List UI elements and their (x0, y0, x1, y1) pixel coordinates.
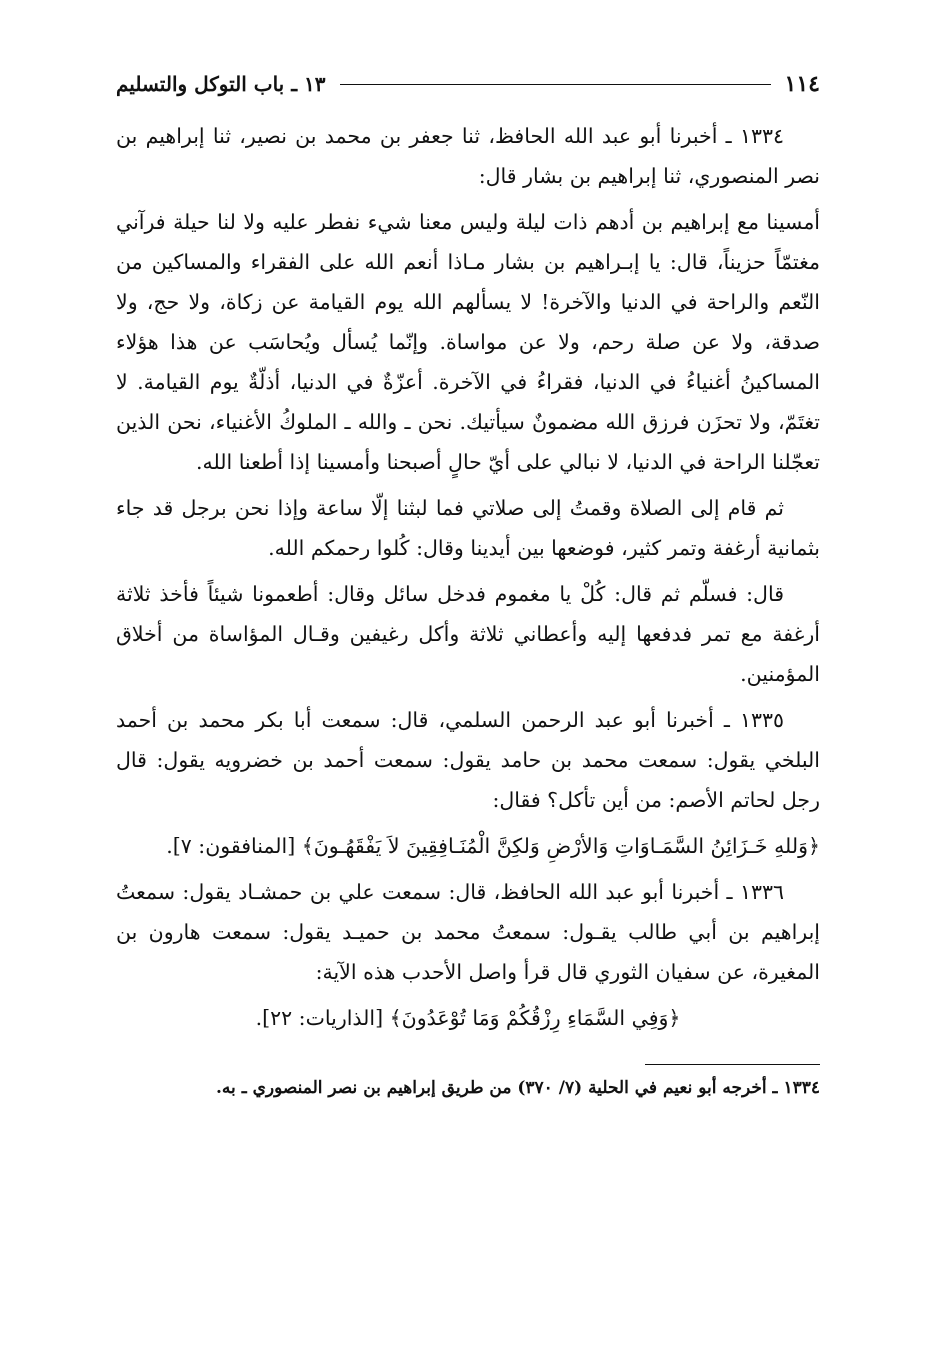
quran-verse-munafiqun: ﴿وَللهِ خَـزَائِنُ السَّمَـاوَاتِ وَالأرْضِ وَلكِنَّ الْمُنَـافِقِينَ لاَ يَفْقَهُـونَ﴾ [المنافقون: ٧]. (166, 834, 820, 858)
header-rule (340, 84, 771, 85)
page-number: ١١٤ (784, 71, 820, 97)
paragraph-1335: ١٣٣٥ ـ أخبرنا أبو عبد الرحمن السلمي، قال: سمعت أبا بكر محمد بن أحمد البلخي يقول: سمعت محمد بن حامد يقول: سمعت أحمد بن خضرويه يقول: قال رجل لحاتم الأصم: من أين تأكل؟ فقال: (116, 708, 820, 812)
page-body (116, 116, 820, 1038)
page-header (116, 68, 820, 100)
footnote-rule (645, 1064, 820, 1065)
chapter-title: ١٣ ـ باب التوكل والتسليم (116, 72, 326, 96)
paragraph-beggar: قال: فسلّم ثم قال: كُلْ يا مغموم فدخل سائل وقال: أطعمونا شيئاً فأخذ ثلاثة أرغفة مع تمر فدفعها إليه وأعطاني ثلاثة وأكل رغيفين وقـال المؤاساة من أخلاق المؤمنين. (116, 582, 820, 686)
quran-verse-dhariyat: ﴿وَفِي السَّمَاءِ رِزْقُكُمْ وَمَا تُوْعَدُونَ﴾ [الذاريات: ٢٢]. (255, 1006, 681, 1030)
paragraph-prayer: ثم قام إلى الصلاة وقمتُ إلى صلاتي فما لبثنا إلّا ساعة وإذا نحن برجل قد جاء بثمانية أرغفة وتمر كثير، فوضعها بين أيدينا وقال: كُلوا رحمكم الله. (116, 496, 820, 560)
paragraph-story: أمسينا مع إبراهيم بن أدهم ذات ليلة وليس معنا شيء نفطر عليه ولا لنا حيلة فرآني مغتمّاً حزيناً، قال: يا إبـراهيم بن بشار مـاذا أنعم الله على الفقراء والمساكين من النّعم والراحة في الدنيا والآخرة! لا يسألهم الله يوم القيامة عن زكاة، ولا حج، ولا صدقة، ولا عن صلة رحم، ولا عن مواساة. وإنّما يُسأل ويُحاسَب عن هذا هؤلاء المساكينُ أغنياءُ في الدنيا، فقراءُ في الآخرة. أعزّةٌ في الدنيا، أذلّةٌ يوم القيامة. لا تغتَمّ، ولا تحزَن فرزق الله مضمونٌ سيأتيك. نحن ـ والله ـ الملوكُ الأغنياء، نحن الذين تعجّلنا الراحة في الدنيا، لا نبالي على أيّ حالٍ أصبحنا وأمسينا إذا أطعنا الله. (116, 210, 820, 474)
paragraph-1334: ١٣٣٤ ـ أخبرنا أبو عبد الله الحافظ، ثنا جعفر بن محمد بن نصير، ثنا إبراهيم بن نصر المنصوري، ثنا إبراهيم بن بشار قال: (116, 124, 820, 188)
paragraph-1336: ١٣٣٦ ـ أخبرنا أبو عبد الله الحافظ، قال: سمعت علي بن حمشـاد يقول: سمعتُ إبراهيم بن أبي طالب يقـول: سمعتُ محمد بن حميـد يقول: سمعت هارون بن المغيرة، عن سفيان الثوري قال قرأ واصل الأحدب هذه الآية: (116, 880, 820, 984)
footnote: ١٣٣٤ ـ أخرجه أبو نعيم في الحلية (٧/ ٣٧٠) من طريق إبراهيم بن نصر المنصوري ـ به. (216, 1078, 820, 1098)
